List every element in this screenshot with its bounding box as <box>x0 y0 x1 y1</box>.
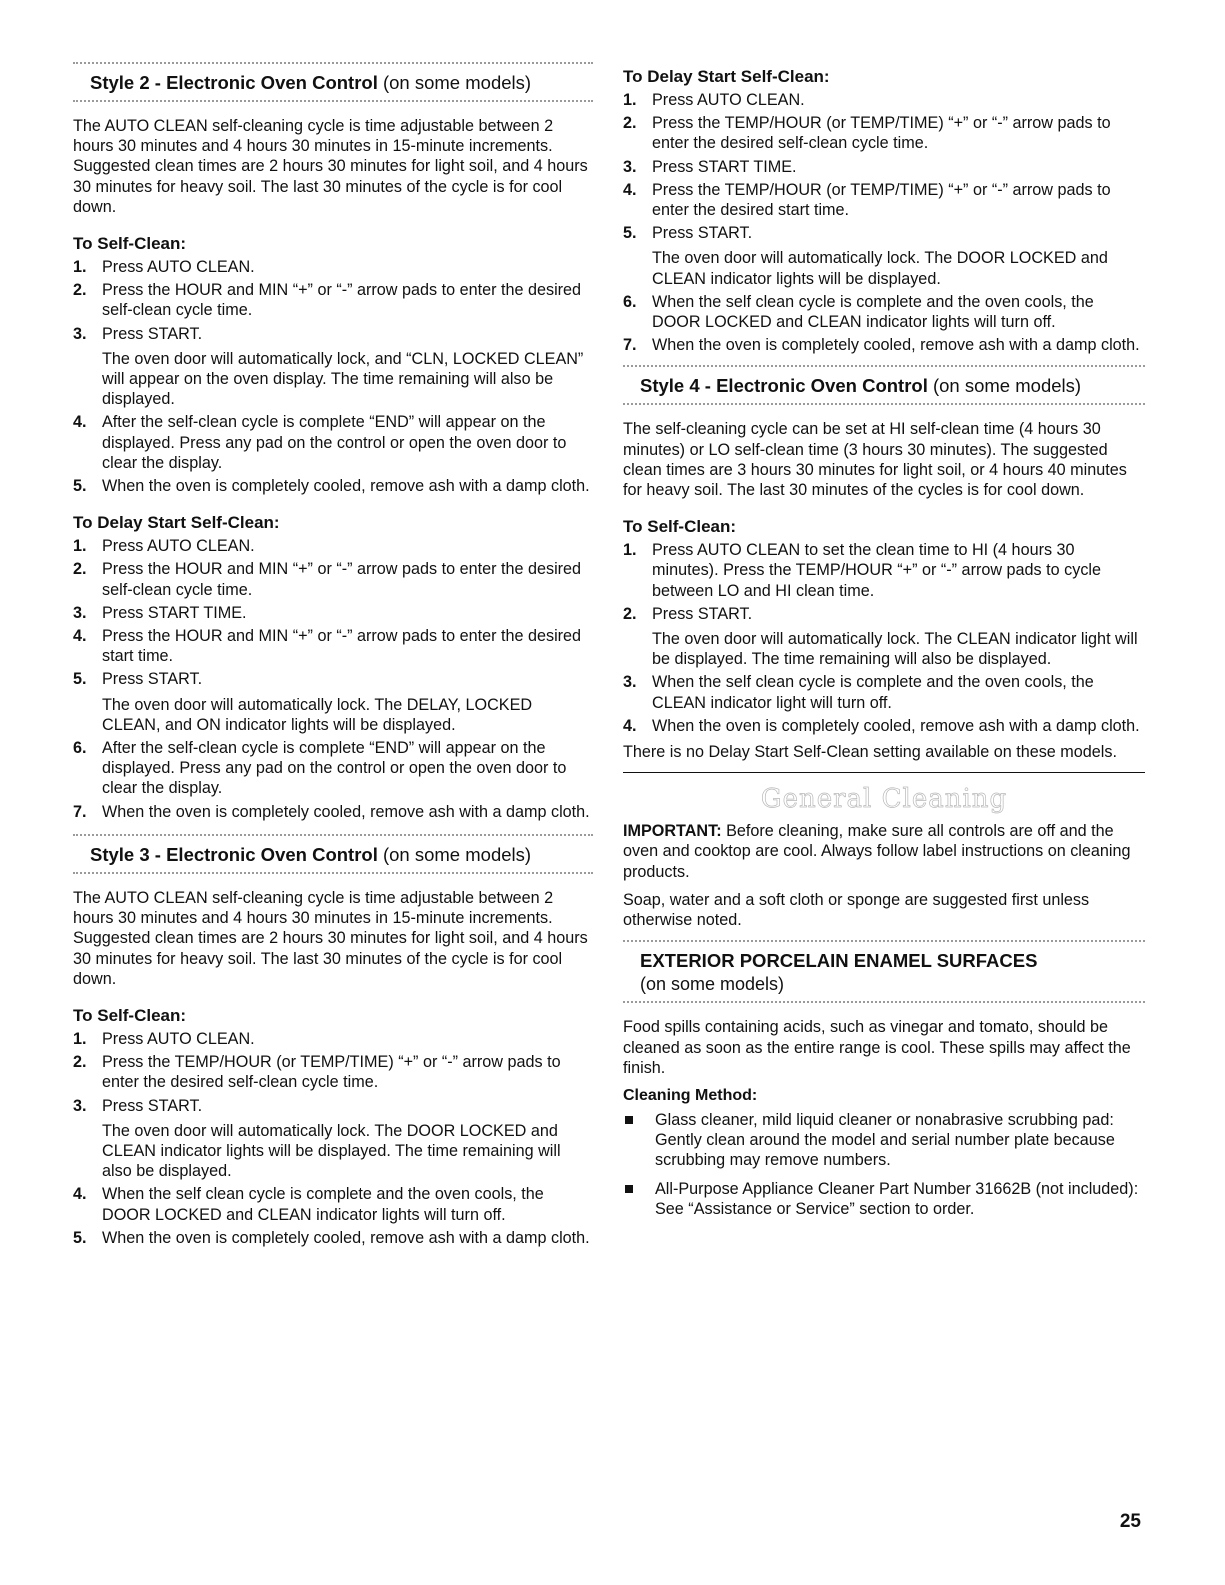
step-text: Press the HOUR and MIN “+” or “-” arrow pads to enter the desired self-clean cycle time. <box>102 560 582 599</box>
step-text: Press the HOUR and MIN “+” or “-” arrow pads to enter the desired self-clean cycle time. <box>102 281 582 320</box>
general-cleaning-title: General Cleaning <box>760 784 1008 815</box>
step-number: 3. <box>73 324 87 343</box>
list-item <box>623 335 1145 355</box>
step-number: 5. <box>73 670 87 689</box>
step-number: 4. <box>73 413 87 432</box>
step-number: 7. <box>73 802 87 821</box>
step-text: Press START. <box>652 224 753 243</box>
step-number: 3. <box>623 673 637 692</box>
step-note: The oven door will automatically lock. The DELAY, LOCKED CLEAN, and ON indicator lights will be displayed. <box>102 695 533 734</box>
step-text: When the self clean cycle is complete and the oven cools, the DOOR LOCKED and CLEAN indicator lights will turn off. <box>652 292 1094 332</box>
step-text: After the self-clean cycle is complete “END” will appear on the displayed. Press any pad on the control or open the oven door to clear the display. <box>102 413 567 472</box>
step-number: 6. <box>623 292 637 311</box>
step-text: When the oven is completely cooled, remove ash with a damp cloth. <box>102 1228 590 1247</box>
style3-self-clean-steps <box>73 1029 593 1248</box>
list-item <box>73 1052 593 1092</box>
step-number: 4. <box>73 627 87 646</box>
style3-heading: Style 3 - Electronic Oven Control (on some models) <box>90 843 532 865</box>
step-number: 3. <box>73 603 87 622</box>
step-text: Press START. <box>102 324 203 343</box>
style3-delay-steps <box>623 90 1145 355</box>
step-text: When the oven is completely cooled, remove ash with a damp cloth. <box>102 477 590 496</box>
page-number: 25 <box>1119 1511 1141 1532</box>
step-text: Press AUTO CLEAN. <box>102 258 255 277</box>
step-text: When the oven is completely cooled, remove ash with a damp cloth. <box>652 336 1140 355</box>
cleaning-method-list <box>623 1110 1145 1219</box>
section-divider <box>73 872 593 874</box>
step-text: Press START TIME. <box>652 157 797 176</box>
step-number: 1. <box>623 541 637 560</box>
section-divider <box>623 403 1145 405</box>
list-item <box>623 113 1145 153</box>
step-note: The oven door will automatically lock. The DOOR LOCKED and CLEAN indicator lights will be displayed. <box>652 249 1108 288</box>
style4-intro: The self-cleaning cycle can be set at HI self-clean time (4 hours 30 minutes) or LO self-clean time (3 hours 30 minutes). The suggested clean times are 3 hours 30 minutes for light soil, or 4 hours 40 minutes for heavy soil. The last 30 minutes of the cycles is for cool down. <box>623 420 1127 500</box>
step-text: Press START. <box>102 670 203 689</box>
step-number: 2. <box>623 114 637 133</box>
style3-intro: The AUTO CLEAN self-cleaning cycle is time adjustable between 2 hours 30 minutes and 4 hours 30 minutes in 15-minute increments. Suggested clean times are 2 hours 30 minutes for light soil, and 4 hours 30 minutes for heavy soil. The last 30 minutes of the cycle is for cool down. <box>73 888 588 988</box>
step-text: Press the TEMP/HOUR (or TEMP/TIME) “+” or “-” arrow pads to enter the desired self-clean cycle time. <box>102 1053 561 1092</box>
step-number: 1. <box>73 537 87 556</box>
soap-note: Soap, water and a soft cloth or sponge are suggested first unless otherwise noted. <box>623 890 1090 930</box>
style2-delay-steps <box>73 536 593 822</box>
step-number: 1. <box>73 1029 87 1048</box>
step-number: 1. <box>623 91 637 109</box>
step-number: 2. <box>73 560 87 579</box>
style4-no-delay-note: There is no Delay Start Self-Clean setting available on these models. <box>623 743 1117 762</box>
step-number: 2. <box>73 1053 87 1072</box>
step-text: When the self clean cycle is complete and the oven cools, the DOOR LOCKED and CLEAN indicator lights will turn off. <box>102 1185 544 1224</box>
step-number: 4. <box>73 1185 87 1204</box>
step-note: The oven door will automatically lock, and “CLN, LOCKED CLEAN” will appear on the oven display. The time remaining will also be displayed. <box>102 349 584 409</box>
section-divider <box>73 100 593 102</box>
list-item <box>623 604 1145 670</box>
exterior-intro: Food spills containing acids, such as vinegar and tomato, should be cleaned as soon as the entire range is cool. These spills may affect the finish. <box>623 1018 1131 1077</box>
step-text: Press START. <box>102 1096 203 1115</box>
step-text: When the oven is completely cooled, remove ash with a damp cloth. <box>652 716 1140 735</box>
bullet-square-icon <box>625 1185 633 1193</box>
list-item <box>73 1184 593 1224</box>
exterior-heading: EXTERIOR PORCELAIN ENAMEL SURFACES (on some models) <box>640 950 1038 995</box>
step-note: The oven door will automatically lock. The DOOR LOCKED and CLEAN indicator lights will be displayed. The time remaining will also be displayed. <box>102 1121 561 1181</box>
list-item <box>73 1029 593 1049</box>
list-item <box>623 672 1145 712</box>
style2-self-clean-steps <box>73 257 593 496</box>
list-item <box>623 716 1145 736</box>
step-number: 4. <box>623 180 637 199</box>
step-text: Press START. <box>652 604 753 623</box>
list-item <box>73 536 593 556</box>
style4-self-clean-steps <box>623 540 1145 736</box>
step-number: 6. <box>73 739 87 758</box>
step-text: Press START TIME. <box>102 603 247 622</box>
general-cleaning-rule <box>623 772 1145 773</box>
step-note: The oven door will automatically lock. The CLEAN indicator light will be displayed. The time remaining will also be displayed. <box>652 630 1138 669</box>
style2-self-clean-heading: To Self-Clean: <box>73 234 187 254</box>
list-item: Glass cleaner, mild liquid cleaner or nonabrasive scrubbing pad: Gently clean around the model and serial number plate because scrubbing may remove numbers. <box>623 1110 1145 1171</box>
step-text: Press the TEMP/HOUR (or TEMP/TIME) “+” or “-” arrow pads to enter the desired self-clean cycle time. <box>652 114 1111 153</box>
style3-delay-heading: To Delay Start Self-Clean: <box>623 67 830 86</box>
list-item <box>73 669 593 735</box>
list-item <box>73 603 593 623</box>
style2-delay-heading: To Delay Start Self-Clean: <box>73 513 280 533</box>
list-item <box>623 180 1145 220</box>
step-text: Press AUTO CLEAN. <box>652 91 805 109</box>
left-column <box>73 62 593 1254</box>
step-number: 7. <box>623 336 637 355</box>
style2-intro: The AUTO CLEAN self-cleaning cycle is time adjustable between 2 hours 30 minutes and 4 hours 30 minutes in 15-minute increments. Suggested clean times are 2 hours 30 minutes for light soil, and 4 hours 30 minutes for heavy soil. The last 30 minutes of the cycle is for cool down. <box>73 117 588 216</box>
list-item <box>623 540 1145 601</box>
bullet-square-icon <box>625 1116 633 1124</box>
step-number: 4. <box>623 716 637 735</box>
list-item <box>623 292 1145 332</box>
style4-self-clean-heading: To Self-Clean: <box>623 517 737 537</box>
list-item <box>73 1228 593 1248</box>
step-text: Press AUTO CLEAN. <box>102 537 255 556</box>
list-item <box>73 324 593 410</box>
list-item <box>73 802 593 822</box>
section-divider <box>623 1001 1145 1003</box>
style2-heading: Style 2 - Electronic Oven Control (on some models) <box>90 72 532 93</box>
style4-heading: Style 4 - Electronic Oven Control (on some models) <box>640 375 1082 397</box>
cleaning-method-heading: Cleaning Method: <box>623 1086 758 1104</box>
list-item <box>73 476 593 496</box>
list-item <box>73 626 593 666</box>
list-item <box>623 157 1145 177</box>
step-number: 5. <box>623 224 637 243</box>
step-text: Press AUTO CLEAN. <box>102 1029 255 1048</box>
step-number: 3. <box>623 157 637 176</box>
list-item <box>623 223 1145 289</box>
style3-self-clean-heading: To Self-Clean: <box>73 1005 187 1025</box>
step-text: Press AUTO CLEAN to set the clean time to HI (4 hours 30 minutes). Press the TEMP/HOUR “+” or “-” arrow pads to cycle between LO and HI clean time. <box>652 541 1102 600</box>
list-item <box>623 90 1145 110</box>
step-number: 5. <box>73 1228 87 1247</box>
step-number: 5. <box>73 477 87 496</box>
right-column <box>623 62 1145 1227</box>
step-number: 3. <box>73 1096 87 1115</box>
step-number: 1. <box>73 258 87 277</box>
list-item <box>73 257 593 277</box>
step-text: When the self clean cycle is complete and the oven cools, the CLEAN indicator light will turn off. <box>652 673 1094 712</box>
list-item <box>73 412 593 473</box>
list-item <box>73 559 593 599</box>
step-number: 2. <box>73 281 87 300</box>
list-item <box>73 1096 593 1182</box>
list-item <box>73 738 593 799</box>
list-item <box>73 280 593 320</box>
step-text: When the oven is completely cooled, remove ash with a damp cloth. <box>102 802 590 821</box>
step-text: Press the HOUR and MIN “+” or “-” arrow pads to enter the desired start time. <box>102 627 582 666</box>
step-number: 2. <box>623 604 637 623</box>
important-note: IMPORTANT: Before cleaning, make sure all controls are off and the oven and cooktop are cool. Always follow label instructions on cleaning products. <box>623 822 1131 881</box>
list-item: All-Purpose Appliance Cleaner Part Number 31662B (not included): See “Assistance or Service” section to order. <box>623 1179 1145 1219</box>
step-text: After the self-clean cycle is complete “END” will appear on the displayed. Press any pad on the control or open the oven door to clear the display. <box>102 739 567 798</box>
step-text: Press the TEMP/HOUR (or TEMP/TIME) “+” or “-” arrow pads to enter the desired start time. <box>652 180 1111 220</box>
